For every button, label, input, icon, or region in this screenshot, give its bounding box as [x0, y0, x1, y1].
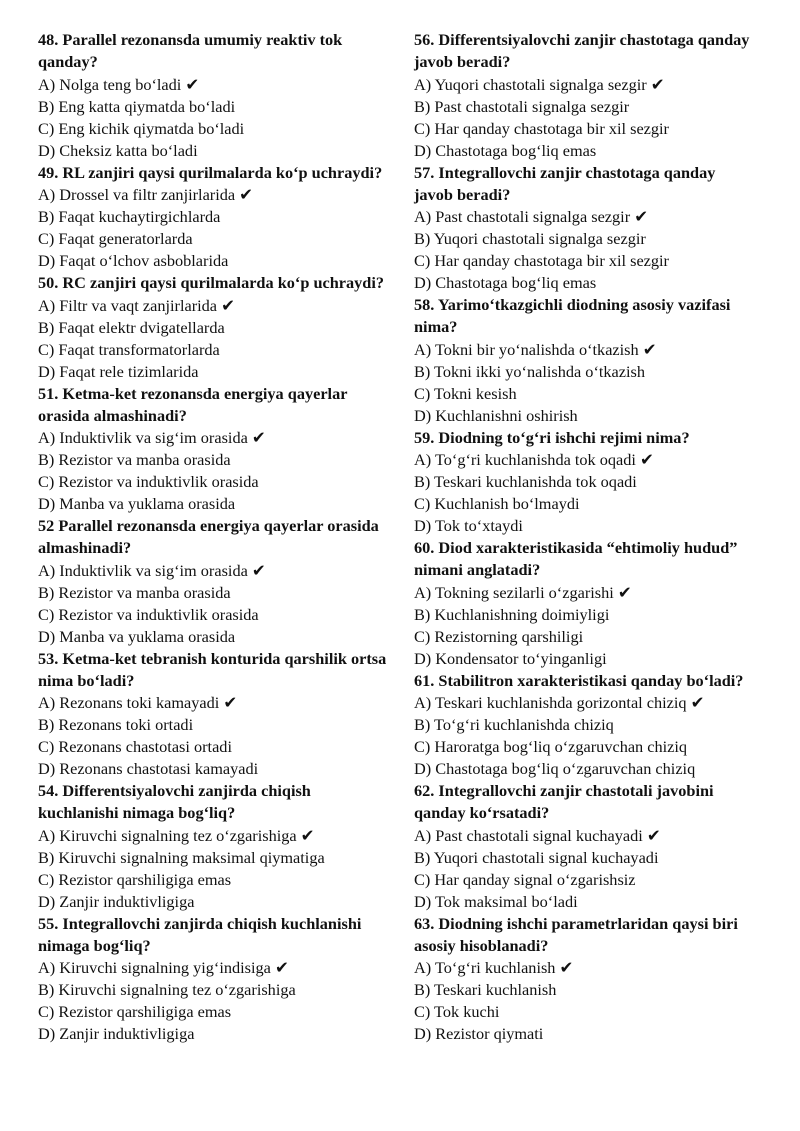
- answer-option: B) Teskari kuchlanishda tok oqadi: [414, 472, 637, 491]
- answer-option: C) Tok kuchi: [414, 1002, 500, 1021]
- answer-option: B) Kiruvchi signalning tez o‘zgarishiga: [38, 980, 296, 999]
- answer-option: A) Tokni bir yo‘nalishda o‘tkazish ✔: [414, 339, 657, 359]
- answer-option: A) Kiruvchi signalning tez o‘zgarishiga ✔: [38, 825, 315, 845]
- left-column: [38, 29, 388, 1131]
- answer-option: C) Eng kichik qiymatda bo‘ladi: [38, 118, 245, 138]
- answer-option: B) Rezistor va manba orasida: [38, 450, 231, 469]
- question-title: 60. Diod xarakteristikasida “ehtimoliy hudud” nimani anglatadi?: [414, 538, 738, 579]
- answer-option: C) Har qanday chastotaga bir xil sezgir: [414, 118, 669, 138]
- question-block: [414, 913, 754, 1046]
- answer-option: C) Faqat generatorlarda: [38, 229, 193, 248]
- answer-option: A) Kiruvchi signalning yig‘indisiga ✔: [38, 958, 289, 977]
- answer-option: A) To‘g‘ri kuchlanish ✔: [414, 958, 574, 977]
- answer-option: A) Past chastotali signalga sezgir ✔: [414, 207, 648, 226]
- answer-option: D) Rezonans chastotasi kamayadi: [38, 759, 259, 778]
- answer-option: B) Kiruvchi signalning maksimal qiymatiga: [38, 847, 325, 867]
- answer-option: C) Rezistorning qarshiligi: [414, 626, 584, 646]
- question-title: 62. Integrallovchi zanjir chastotali javobini qanday ko‘rsatadi?: [414, 781, 714, 822]
- question-block: [414, 29, 754, 162]
- answer-option: D) Faqat rele tizimlarida: [38, 361, 199, 381]
- answer-option: A) Drossel va filtr zanjirlarida ✔: [38, 185, 253, 204]
- answer-option: D) Rezistor qiymati: [414, 1024, 544, 1043]
- answer-option: B) Teskari kuchlanish: [414, 980, 557, 999]
- question-title: 56. Differentsiyalovchi zanjir chastotaga qanday javob beradi?: [414, 30, 750, 71]
- answer-option: D) Faqat o‘lchov asboblarida: [38, 251, 229, 270]
- question-block: [38, 29, 388, 162]
- question-block: [414, 294, 754, 427]
- question-block: [38, 272, 388, 383]
- question-block: [414, 427, 754, 538]
- answer-option: C) Rezistor va induktivlik orasida: [38, 472, 259, 491]
- answer-option: C) Kuchlanish bo‘lmaydi: [414, 494, 580, 513]
- answer-option: D) Zanjir induktivligiga: [38, 1024, 195, 1043]
- answer-option: B) Yuqori chastotali signalga sezgir: [414, 229, 646, 248]
- question-title: 48. Parallel rezonansda umumiy reaktiv tok qanday?: [38, 30, 343, 71]
- question-title: 63. Diodning ishchi parametrlaridan qaysi biri asosiy hisoblanadi?: [414, 913, 738, 955]
- answer-option: A) Yuqori chastotali signalga sezgir ✔: [414, 74, 665, 94]
- answer-option: C) Haroratga bog‘liq o‘zgaruvchan chiziq: [414, 737, 688, 756]
- answer-option: A) Filtr va vaqt zanjirlarida ✔: [38, 295, 235, 315]
- answer-option: D) Manba va yuklama orasida: [38, 494, 236, 513]
- answer-option: D) Chastotaga bog‘liq o‘zgaruvchan chiziq: [414, 759, 696, 778]
- answer-option: C) Faqat transformatorlarda: [38, 339, 220, 359]
- answer-option: B) Past chastotali signalga sezgir: [414, 96, 630, 116]
- answer-option: A) Rezonans toki kamayadi ✔: [38, 693, 238, 712]
- question-block: [38, 780, 388, 913]
- answer-option: C) Tokni kesish: [414, 383, 517, 403]
- question-title: 61. Stabilitron xarakteristikasi qanday bo‘ladi?: [414, 670, 744, 690]
- answer-option: B) Faqat kuchaytirgichlarda: [38, 207, 221, 226]
- question-block: [414, 670, 754, 781]
- answer-option: D) Manba va yuklama orasida: [38, 626, 236, 646]
- answer-option: B) Yuqori chastotali signal kuchayadi: [414, 847, 659, 867]
- answer-option: B) Eng katta qiymatda bo‘ladi: [38, 96, 236, 116]
- answer-option: B) Kuchlanishning doimiyligi: [414, 604, 610, 624]
- answer-option: B) Tokni ikki yo‘nalishda o‘tkazish: [414, 361, 645, 381]
- answer-option: C) Rezonans chastotasi ortadi: [38, 737, 232, 756]
- question-title: 55. Integrallovchi zanjirda chiqish kuchlanishi nimaga bog‘liq?: [38, 913, 362, 955]
- answer-option: C) Rezistor qarshiligiga emas: [38, 869, 232, 889]
- answer-option: A) To‘g‘ri kuchlanishda tok oqadi ✔: [414, 450, 654, 469]
- right-column: [414, 29, 754, 1131]
- answer-option: A) Past chastotali signal kuchayadi ✔: [414, 825, 661, 845]
- answer-option: A) Tokning sezilarli o‘zgarishi ✔: [414, 582, 632, 602]
- answer-option: B) Rezonans toki ortadi: [38, 715, 194, 734]
- question-title: 53. Ketma-ket tebranish konturida qarshilik ortsa nima bo‘ladi?: [38, 648, 387, 690]
- question-block: [38, 648, 388, 781]
- question-block: [414, 537, 754, 670]
- question-title: 50. RC zanjiri qaysi qurilmalarda ko‘p uchraydi?: [38, 273, 385, 292]
- answer-option: D) Kuchlanishni oshirish: [414, 405, 578, 425]
- question-title: 49. RL zanjiri qaysi qurilmalarda ko‘p uchraydi?: [38, 162, 383, 182]
- question-title: 59. Diodning to‘g‘ri ishchi rejimi nima?: [414, 427, 690, 447]
- answer-option: D) Chastotaga bog‘liq emas: [414, 140, 597, 160]
- answer-option: D) Tok to‘xtaydi: [414, 516, 523, 535]
- question-title: 58. Yarimo‘tkazgichli diodning asosiy vazifasi nima?: [414, 295, 731, 336]
- question-block: [38, 515, 388, 648]
- question-block: [38, 383, 388, 516]
- question-block: [414, 780, 754, 913]
- question-block: [414, 162, 754, 295]
- answer-option: B) To‘g‘ri kuchlanishda chiziq: [414, 715, 614, 734]
- question-title: 54. Differentsiyalovchi zanjirda chiqish kuchlanishi nimaga bog‘liq?: [38, 781, 311, 822]
- answer-option: C) Rezistor qarshiligiga emas: [38, 1002, 232, 1021]
- question-block: [38, 913, 388, 1046]
- answer-option: D) Chastotaga bog‘liq emas: [414, 273, 597, 292]
- answer-option: A) Teskari kuchlanishda gorizontal chiziq ✔: [414, 693, 705, 712]
- answer-option: C) Har qanday signal o‘zgarishsiz: [414, 869, 636, 889]
- answer-option: A) Induktivlik va sig‘im orasida ✔: [38, 560, 266, 580]
- question-block: [38, 162, 388, 273]
- answer-option: D) Tok maksimal bo‘ladi: [414, 891, 578, 911]
- question-title: 52 Parallel rezonansda energiya qayerlar orasida almashinadi?: [38, 516, 379, 557]
- answer-option: C) Rezistor va induktivlik orasida: [38, 604, 259, 624]
- answer-option: B) Rezistor va manba orasida: [38, 582, 231, 602]
- answer-option: D) Kondensator to‘yinganligi: [414, 648, 607, 668]
- answer-option: C) Har qanday chastotaga bir xil sezgir: [414, 251, 669, 270]
- answer-option: D) Zanjir induktivligiga: [38, 891, 195, 911]
- question-title: 57. Integrallovchi zanjir chastotaga qanday javob beradi?: [414, 162, 716, 204]
- question-title: 51. Ketma-ket rezonansda energiya qayerlar orasida almashinadi?: [38, 383, 348, 425]
- answer-option: A) Induktivlik va sig‘im orasida ✔: [38, 428, 266, 447]
- answer-option: A) Nolga teng bo‘ladi ✔: [38, 74, 200, 94]
- answer-option: D) Cheksiz katta bo‘ladi: [38, 140, 198, 160]
- answer-option: B) Faqat elektr dvigatellarda: [38, 317, 225, 337]
